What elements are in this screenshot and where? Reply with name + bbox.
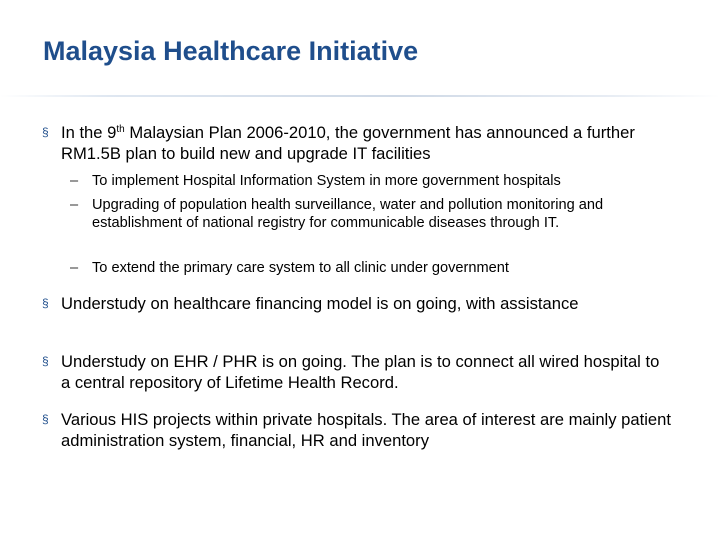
sub-item-text: To extend the primary care system to all clinic under government [92, 260, 509, 276]
title-divider [0, 95, 720, 97]
sub-item-1 [70, 172, 710, 190]
bullet-text-part: In the 9 [61, 123, 117, 142]
sub-item-text: Upgrading of population health surveillance, water and pollution monitoring and establishment of national registry for communicable diseases through IT. [92, 197, 604, 231]
bullet-text-part: Malaysian Plan 2006-2010, the government has announced a further RM1.5B plan to build new and upgrade IT facilities [61, 123, 635, 163]
dash-marker-icon: – [70, 173, 79, 189]
bullet-marker-icon: § [42, 354, 49, 368]
sub-item-2 [70, 196, 710, 232]
bullet-marker-icon: § [42, 296, 49, 310]
bullet-text: Various HIS projects within private hospitals. The area of interest are mainly patient administration system, financial, HR and inventory [61, 410, 671, 450]
bullet-item-3 [42, 351, 662, 393]
bullet-item-2 [42, 293, 602, 314]
sub-item-3 [70, 259, 710, 277]
slide-title: Malaysia Healthcare Initiative [43, 36, 419, 66]
bullet-text [61, 122, 692, 164]
bullet-marker-icon: § [42, 125, 49, 139]
bullet-item-4 [42, 409, 692, 451]
ordinal-superscript: th [116, 124, 125, 135]
bullet-item-1 [42, 122, 692, 164]
bullet-text: Understudy on healthcare financing model is on going, with assistance [61, 294, 579, 313]
dash-marker-icon: – [70, 260, 79, 276]
bullet-text: Understudy on EHR / PHR is on going. The plan is to connect all wired hospital to a central repository of Lifetime Health Record. [61, 352, 660, 392]
dash-marker-icon: – [70, 197, 79, 213]
sub-item-text: To implement Hospital Information System in more government hospitals [92, 173, 561, 189]
bullet-marker-icon: § [42, 412, 49, 426]
